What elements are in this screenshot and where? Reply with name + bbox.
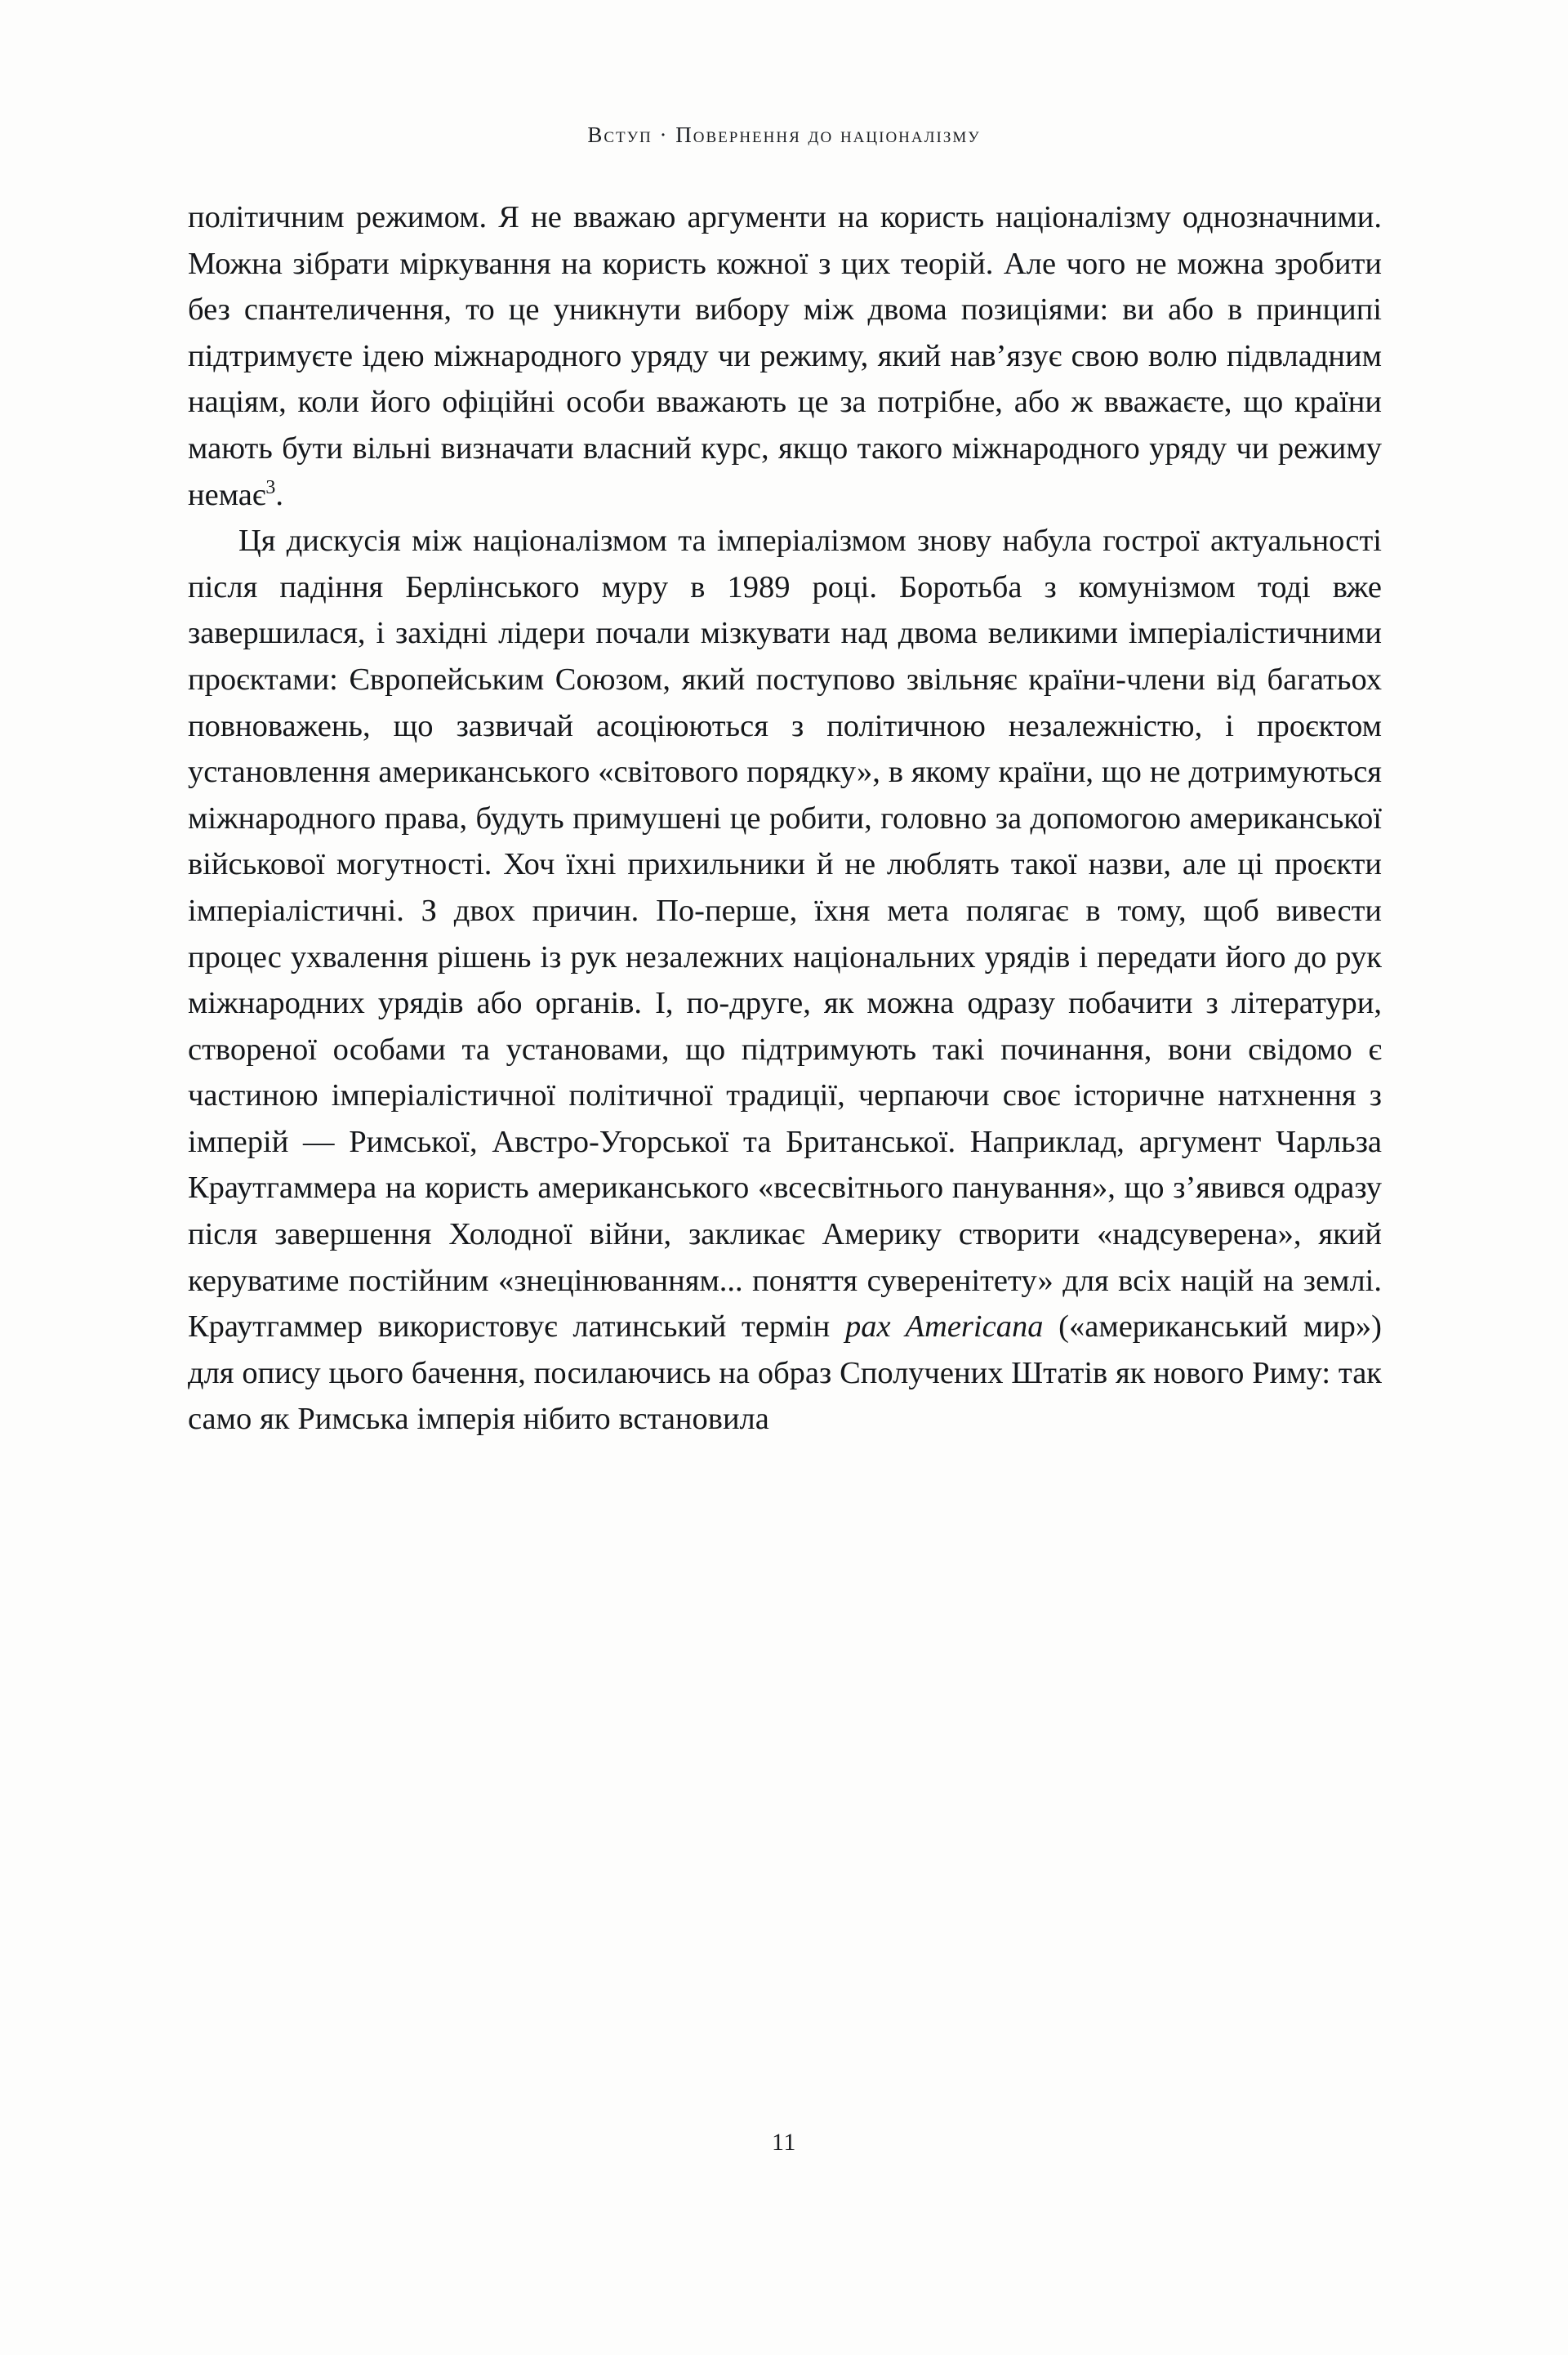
latin-term-pax-americana: pax Americana [844, 1309, 1044, 1345]
paragraph-2-segment-3: («американський мир») для опису цього бачення, посилаючись на образ Сполучених Штатів як нового Риму: так само як Римська імперія нібито встановила [188, 1309, 1382, 1437]
paragraph-1 [188, 194, 1382, 518]
page-number-text: 11 [772, 2129, 796, 2156]
paragraph-2-segment-1: Ця дискусія між націоналізмом та імперіалізмом знову набула гострої актуальності після падіння Берлінського муру в 1989 році. Боротьба з комунізмом тоді вже завершилася, і західні лідери почали мізкувати над двома великими імперіалістичними проєктами: Європейським Союзом, який поступово звільняє країни-члени від багатьох повноважень, що зазвичай асоціюються з політичною незалежністю, і проєктом установлення американського «світового порядку», в якому країни, що не дотримуються міжнародного права, будуть примушені це робити, головно за допомогою американської військової могутності. Хоч їхні прихильники й не люблять такої назви, але ці проєкти імперіалістичні. З двох причин. По-перше, їхня мета полягає в тому, щоб вивести процес ухвалення рішень із рук незалежних національних урядів і передати його до рук міжнародних урядів або органів. І, по-друге, як можна одразу побачити з літератури, створеної особами та установами, що підтримують такі починання, вони свідомо є частиною імперіалістичної політичної традиції, черпаючи своє історичне натхнення з імперій — Римської, Австро-Угорської та Британської. Наприклад, аргумент Чарльза Краутгаммера на користь американського «всесвітнього панування», що з’явився одразу після завершення Холодної війни, закликає Америку створити «надсуверена», який керуватиме постійним «знецінюванням... поняття суверенітету» для всіх націй на землі. Краутгаммер використовує латинський термін [188, 524, 1382, 1345]
footnote-marker[interactable]: 3 [265, 476, 276, 498]
running-head [0, 123, 1568, 148]
body-text-block [188, 194, 1382, 1443]
running-head-text: Вступ · Повернення до націоналізму [587, 123, 981, 147]
page-number [0, 2129, 1568, 2157]
paragraph-1-tail: . [275, 477, 283, 512]
paragraph-2 [188, 518, 1382, 1443]
paragraph-1-text: політичним режимом. Я не вважаю аргументи на користь націоналізму однозначними. Можна зібрати міркування на користь кожної з цих теорій. Але чого не можна зробити без спантеличення, то це уникнути вибору між двома позиціями: ви або в принципі підтримуєте ідею міжнародного уряду чи режиму, який нав’язує свою волю підвладним націям, коли його офіційні особи вважають це за потрібне, або ж вважаєте, що країни мають бути вільні визначати власний курс, якщо такого міжнародного уряду чи режиму немає [188, 200, 1382, 512]
